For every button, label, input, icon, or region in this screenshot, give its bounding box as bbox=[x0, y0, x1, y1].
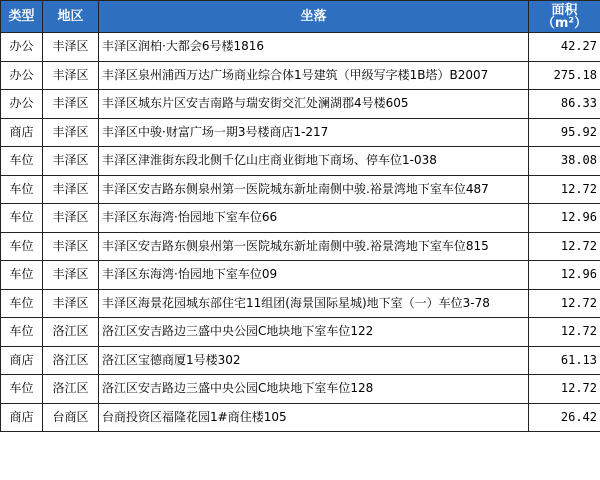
cell-area: 275.18 bbox=[529, 61, 600, 90]
cell-district: 丰泽区 bbox=[43, 232, 99, 261]
table-row bbox=[1, 261, 600, 290]
cell-district: 洛江区 bbox=[43, 346, 99, 375]
cell-location: 丰泽区东海湾·怡园地下室车位66 bbox=[99, 204, 529, 233]
header-location: 坐落 bbox=[99, 1, 529, 33]
cell-location: 洛江区安吉路边三盛中央公园C地块地下室车位128 bbox=[99, 375, 529, 404]
cell-type: 车位 bbox=[1, 204, 43, 233]
cell-location: 丰泽区安吉路东侧泉州第一医院城东新址南侧中骏.裕景湾地下室车位815 bbox=[99, 232, 529, 261]
cell-location: 丰泽区津淮街东段北侧千亿山庄商业街地下商场、停车位1-038 bbox=[99, 147, 529, 176]
cell-type: 办公 bbox=[1, 61, 43, 90]
cell-district: 丰泽区 bbox=[43, 261, 99, 290]
cell-type: 车位 bbox=[1, 232, 43, 261]
cell-type: 商店 bbox=[1, 346, 43, 375]
table-row bbox=[1, 175, 600, 204]
cell-area: 38.08 bbox=[529, 147, 600, 176]
cell-area: 42.27 bbox=[529, 33, 600, 62]
cell-type: 办公 bbox=[1, 90, 43, 119]
cell-district: 洛江区 bbox=[43, 375, 99, 404]
cell-location: 洛江区宝德商厦1号楼302 bbox=[99, 346, 529, 375]
cell-district: 丰泽区 bbox=[43, 61, 99, 90]
header-area-label: 面积 bbox=[551, 2, 578, 18]
table-row bbox=[1, 147, 600, 176]
cell-area: 86.33 bbox=[529, 90, 600, 119]
table-row bbox=[1, 289, 600, 318]
header-type: 类型 bbox=[1, 1, 43, 33]
table-row bbox=[1, 33, 600, 62]
header-area-unit: （m²） bbox=[541, 15, 588, 31]
cell-type: 车位 bbox=[1, 289, 43, 318]
cell-location: 丰泽区润柏·大都会6号楼1816 bbox=[99, 33, 529, 62]
header-row bbox=[1, 1, 600, 33]
cell-area: 26.42 bbox=[529, 403, 600, 432]
cell-area: 95.92 bbox=[529, 118, 600, 147]
cell-type: 车位 bbox=[1, 261, 43, 290]
table-row bbox=[1, 61, 600, 90]
cell-location: 台商投资区福隆花园1#商住楼105 bbox=[99, 403, 529, 432]
cell-district: 丰泽区 bbox=[43, 289, 99, 318]
cell-type: 商店 bbox=[1, 118, 43, 147]
cell-location: 丰泽区安吉路东侧泉州第一医院城东新址南侧中骏.裕景湾地下室车位487 bbox=[99, 175, 529, 204]
cell-area: 12.72 bbox=[529, 175, 600, 204]
cell-location: 丰泽区中骏·财富广场一期3号楼商店1-217 bbox=[99, 118, 529, 147]
cell-location: 丰泽区东海湾·怡园地下室车位09 bbox=[99, 261, 529, 290]
table-row bbox=[1, 90, 600, 119]
cell-district: 丰泽区 bbox=[43, 147, 99, 176]
cell-type: 车位 bbox=[1, 175, 43, 204]
table-row bbox=[1, 118, 600, 147]
cell-area: 12.72 bbox=[529, 232, 600, 261]
cell-district: 丰泽区 bbox=[43, 33, 99, 62]
cell-type: 车位 bbox=[1, 318, 43, 347]
table-row bbox=[1, 232, 600, 261]
cell-location: 丰泽区泉州浦西万达广场商业综合体1号建筑（甲级写字楼1B塔）B2007 bbox=[99, 61, 529, 90]
table-row bbox=[1, 204, 600, 233]
cell-type: 办公 bbox=[1, 33, 43, 62]
cell-location: 丰泽区城东片区安吉南路与瑞安街交汇处澜湖郡4号楼605 bbox=[99, 90, 529, 119]
table-row bbox=[1, 318, 600, 347]
header-area bbox=[529, 1, 600, 33]
cell-location: 丰泽区海景花园城东部住宅11组团(海景国际星城)地下室（一）车位3-78 bbox=[99, 289, 529, 318]
cell-area: 12.96 bbox=[529, 204, 600, 233]
cell-location: 洛江区安吉路边三盛中央公园C地块地下室车位122 bbox=[99, 318, 529, 347]
cell-area: 12.72 bbox=[529, 318, 600, 347]
table-body bbox=[1, 33, 600, 432]
table-row bbox=[1, 346, 600, 375]
cell-district: 丰泽区 bbox=[43, 90, 99, 119]
cell-area: 61.13 bbox=[529, 346, 600, 375]
cell-district: 丰泽区 bbox=[43, 175, 99, 204]
cell-type: 车位 bbox=[1, 375, 43, 404]
cell-area: 12.72 bbox=[529, 289, 600, 318]
cell-district: 丰泽区 bbox=[43, 118, 99, 147]
cell-district: 洛江区 bbox=[43, 318, 99, 347]
table-row bbox=[1, 403, 600, 432]
cell-area: 12.72 bbox=[529, 375, 600, 404]
table-row bbox=[1, 375, 600, 404]
cell-type: 车位 bbox=[1, 147, 43, 176]
cell-district: 台商区 bbox=[43, 403, 99, 432]
cell-type: 商店 bbox=[1, 403, 43, 432]
cell-district: 丰泽区 bbox=[43, 204, 99, 233]
cell-area: 12.96 bbox=[529, 261, 600, 290]
header-district: 地区 bbox=[43, 1, 99, 33]
